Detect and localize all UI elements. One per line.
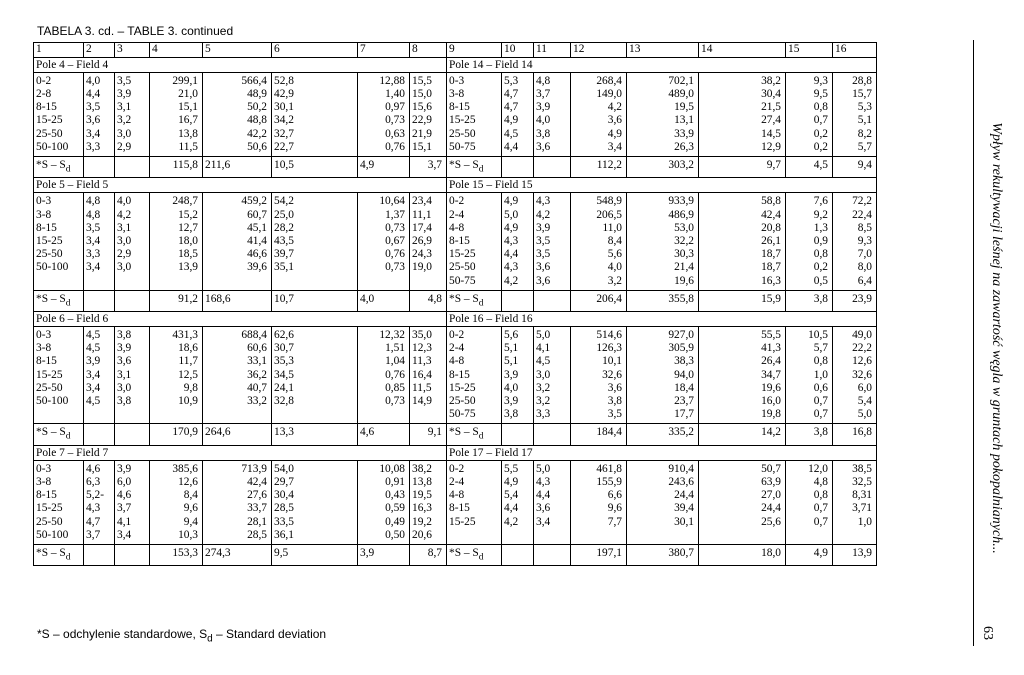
sd-value: 91,2 <box>150 290 203 311</box>
data-cell: 15,5 15,0 15,6 22,9 21,9 15,1 <box>410 72 447 156</box>
sd-row <box>34 544 877 565</box>
sd-value: 13,3 <box>272 424 358 445</box>
data-row <box>34 193 877 290</box>
sd-value: 8,7 <box>410 544 447 565</box>
section-row <box>34 445 877 460</box>
sd-value: 3,7 <box>410 157 447 178</box>
data-cell: 23,4 11,1 17,4 26,9 24,3 19,0 <box>410 193 447 290</box>
data-cell: 0-3 3-8 8-15 15-25 25-50 50-75 <box>447 72 502 156</box>
footnote-subscript: d <box>207 633 213 645</box>
sd-value: 4,0 <box>358 290 410 311</box>
sd-value: 14,2 <box>699 424 786 445</box>
sd-value: 10,7 <box>272 290 358 311</box>
sd-value <box>84 424 115 445</box>
column-header: 10 <box>502 43 534 58</box>
sd-label-subscript: d <box>478 298 484 308</box>
column-header: 12 <box>571 43 627 58</box>
data-cell: 248,7 15,2 12,7 18,0 18,5 13,9 <box>150 193 203 290</box>
data-cell: 4,8 4,8 3,5 3,4 3,3 3,4 <box>84 193 115 290</box>
sd-value <box>115 424 150 445</box>
data-row <box>34 460 877 544</box>
sd-label-text: *S – S <box>449 159 479 172</box>
data-cell: 55,5 41,3 26,4 34,7 19,6 16,0 19,8 <box>699 327 786 424</box>
sd-value: 16,8 <box>833 424 877 445</box>
data-cell: 10,5 5,7 0,8 1,0 0,6 0,7 0,7 <box>786 327 833 424</box>
data-cell: 28,8 15,7 5,3 5,1 8,2 5,7 <box>833 72 877 156</box>
sd-value <box>534 157 571 178</box>
sd-value: 153,3 <box>150 544 203 565</box>
sd-label-subscript: d <box>478 164 484 175</box>
sd-value <box>502 544 534 565</box>
data-cell: 9,3 9,5 0,8 0,7 0,2 0,2 <box>786 72 833 156</box>
data-cell: 0-2 2-4 4-8 8-15 15-25 <box>447 460 502 544</box>
column-header: 2 <box>84 43 115 58</box>
data-cell: 5,0 4,3 4,4 3,6 3,4 <box>534 460 571 544</box>
sd-label-subscript: d <box>65 552 71 563</box>
data-cell: 10,08 0,91 0,43 0,59 0,49 0,50 <box>358 460 410 544</box>
sd-label-subscript: d <box>65 431 71 442</box>
section-row <box>34 312 877 327</box>
data-cell: 431,3 18,6 11,7 12,5 9,8 10,9 <box>150 327 203 424</box>
data-cell: 702,1 489,0 19,5 13,1 33,9 26,3 <box>627 72 699 156</box>
sd-value <box>84 290 115 311</box>
sd-value: 335,2 <box>627 424 699 445</box>
sd-value <box>502 424 534 445</box>
field-title: Pole 4 – Field 4 <box>34 57 447 72</box>
data-cell: 54,0 29,7 30,4 28,5 33,5 36,1 <box>272 460 358 544</box>
data-cell: 385,6 12,6 8,4 9,6 9,4 10,3 <box>150 460 203 544</box>
column-header: 9 <box>447 43 502 58</box>
sd-value: 3,8 <box>786 290 833 311</box>
sd-label-text: *S – S <box>449 546 479 559</box>
sd-row <box>34 290 877 311</box>
data-cell: 0-2 2-4 4-8 8-15 15-25 25-50 50-75 <box>447 193 502 290</box>
sd-value: 170,9 <box>150 424 203 445</box>
sd-value: 3,9 <box>358 544 410 565</box>
data-cell: 38,2 13,8 19,5 16,3 19,2 20,6 <box>410 460 447 544</box>
sd-value: 9,5 <box>272 544 358 565</box>
sd-label-text: *S – S <box>36 292 66 305</box>
page-number: 63 <box>980 626 995 640</box>
sd-value: 9,7 <box>699 157 786 178</box>
column-header: 14 <box>699 43 786 58</box>
sd-label <box>34 290 84 311</box>
data-cell: 38,2 30,4 21,5 27,4 14,5 12,9 <box>699 72 786 156</box>
footnote <box>37 627 326 644</box>
data-cell: 548,9 206,5 11,0 8,4 5,6 4,0 3,2 <box>571 193 627 290</box>
data-row <box>34 72 877 156</box>
field-title: Pole 5 – Field 5 <box>34 178 447 193</box>
sd-value: 18,0 <box>699 544 786 565</box>
data-cell: 4,0 4,4 3,5 3,6 3,4 3,3 <box>84 72 115 156</box>
sd-value: 112,2 <box>571 157 627 178</box>
data-cell: 688,4 60,6 33,1 36,2 40,7 33,2 <box>203 327 272 424</box>
sd-value: 23,9 <box>833 290 877 311</box>
data-cell: 268,4 149,0 4,2 3,6 4,9 3,4 <box>571 72 627 156</box>
running-title <box>982 24 1010 652</box>
sd-value: 9,1 <box>410 424 447 445</box>
field-title: Pole 15 – Field 15 <box>447 178 877 193</box>
data-cell: 62,6 30,7 35,3 34,5 24,1 32,8 <box>272 327 358 424</box>
sd-value: 115,8 <box>150 157 203 178</box>
data-cell: 5,0 4,1 4,5 3,0 3,2 3,2 3,3 <box>534 327 571 424</box>
sd-label-text: *S – S <box>36 426 66 439</box>
sd-label <box>447 290 502 311</box>
data-cell: 72,2 22,4 8,5 9,3 7,0 8,0 6,4 <box>833 193 877 290</box>
data-cell: 4,8 3,7 3,9 4,0 3,8 3,6 <box>534 72 571 156</box>
sd-value <box>534 544 571 565</box>
data-cell: 12,32 1,51 1,04 0,76 0,85 0,73 <box>358 327 410 424</box>
sd-value <box>534 424 571 445</box>
running-title-text: Wpływ rekultywacji leśnej na zawartość węgla w gruntach pokopalnianych... <box>989 122 1004 554</box>
data-cell: 0-3 3-8 8-15 15-25 25-50 50-100 <box>34 460 84 544</box>
data-cell: 3,9 6,0 4,6 3,7 4,1 3,4 <box>115 460 150 544</box>
sd-value <box>502 157 534 178</box>
data-cell: 0-2 2-8 8-15 15-25 25-50 50-100 <box>34 72 84 156</box>
data-cell: 10,64 1,37 0,73 0,67 0,76 0,73 <box>358 193 410 290</box>
field-title: Pole 14 – Field 14 <box>447 57 877 72</box>
sd-label-text: *S – S <box>36 159 66 172</box>
footnote-tail: – Standard deviation <box>212 627 327 641</box>
column-header: 13 <box>627 43 699 58</box>
sd-value <box>502 290 534 311</box>
sd-label-subscript: d <box>478 431 484 442</box>
data-cell: 35,0 12,3 11,3 16,4 11,5 14,9 <box>410 327 447 424</box>
sd-label <box>447 424 502 445</box>
table-caption: TABELA 3. cd. – TABLE 3. continued <box>37 24 234 38</box>
data-cell: 3,8 3,9 3,6 3,1 3,0 3,8 <box>115 327 150 424</box>
column-header: 7 <box>358 43 410 58</box>
sd-value: 303,2 <box>627 157 699 178</box>
data-row <box>34 327 877 424</box>
sd-value: 15,9 <box>699 290 786 311</box>
sd-value: 13,9 <box>833 544 877 565</box>
data-cell: 12,88 1,40 0,97 0,73 0,63 0,76 <box>358 72 410 156</box>
data-cell: 12,0 4,8 0,8 0,7 0,7 <box>786 460 833 544</box>
sd-label-text: *S – S <box>449 292 479 305</box>
section-row <box>34 57 877 72</box>
sd-value: 355,8 <box>627 290 699 311</box>
data-cell: 5,6 5,1 5,1 3,9 4,0 3,9 3,8 <box>502 327 534 424</box>
column-header: 6 <box>272 43 358 58</box>
sd-value <box>115 290 150 311</box>
data-cell: 927,0 305,9 38,3 94,0 18,4 23,7 17,7 <box>627 327 699 424</box>
sd-label <box>34 424 84 445</box>
data-cell: 713,9 42,4 27,6 33,7 28,1 28,5 <box>203 460 272 544</box>
data-cell: 0-2 2-4 4-8 8-15 15-25 25-50 50-75 <box>447 327 502 424</box>
sd-label <box>447 157 502 178</box>
data-cell: 5,3 4,7 4,7 4,9 4,5 4,4 <box>502 72 534 156</box>
data-cell: 52,8 42,9 30,1 34,2 32,7 22,7 <box>272 72 358 156</box>
data-cell: 49,0 22,2 12,6 32,6 6,0 5,4 5,0 <box>833 327 877 424</box>
sd-row <box>34 424 877 445</box>
sd-value: 264,6 <box>203 424 272 445</box>
sd-label <box>34 544 84 565</box>
field-title: Pole 6 – Field 6 <box>34 312 447 327</box>
sd-label-text: *S – S <box>36 546 66 559</box>
data-cell: 933,9 486,9 53,0 32,2 30,3 21,4 19,6 <box>627 193 699 290</box>
data-cell: 4,6 6,3 5,2- 4,3 4,7 3,7 <box>84 460 115 544</box>
column-header: 5 <box>203 43 272 58</box>
data-cell: 4,9 5,0 4,9 4,3 4,4 4,3 4,2 <box>502 193 534 290</box>
data-cell: 4,0 4,2 3,1 3,0 2,9 3,0 <box>115 193 150 290</box>
data-cell: 4,5 4,5 3,9 3,4 3,4 4,5 <box>84 327 115 424</box>
data-cell: 38,5 32,5 8,31 3,71 1,0 <box>833 460 877 544</box>
data-cell: 459,2 60,7 45,1 41,4 46,6 39,6 <box>203 193 272 290</box>
sd-label-text: *S – S <box>449 426 479 439</box>
data-cell: 299,1 21,0 15,1 16,7 13,8 11,5 <box>150 72 203 156</box>
sd-value <box>115 544 150 565</box>
data-cell: 50,7 63,9 27,0 24,4 25,6 <box>699 460 786 544</box>
sd-row <box>34 157 877 178</box>
data-cell: 3,5 3,9 3,1 3,2 3,0 2,9 <box>115 72 150 156</box>
sd-value: 168,6 <box>203 290 272 311</box>
column-header: 15 <box>786 43 833 58</box>
data-cell: 461,8 155,9 6,6 9,6 7,7 <box>571 460 627 544</box>
margin-rule <box>973 40 974 646</box>
column-header: 11 <box>534 43 571 58</box>
column-header: 4 <box>150 43 203 58</box>
section-row <box>34 178 877 193</box>
sd-label-subscript: d <box>65 164 71 175</box>
sd-label <box>34 157 84 178</box>
sd-value: 274,3 <box>203 544 272 565</box>
header-row <box>34 43 877 58</box>
column-header: 3 <box>115 43 150 58</box>
data-table <box>33 42 877 566</box>
sd-value: 4,8 <box>410 290 447 311</box>
data-cell: 7,6 9,2 1,3 0,9 0,8 0,2 0,5 <box>786 193 833 290</box>
sd-value: 206,4 <box>571 290 627 311</box>
data-cell: 514,6 126,3 10,1 32,6 3,6 3,8 3,5 <box>571 327 627 424</box>
sd-value: 4,9 <box>786 544 833 565</box>
sd-value: 10,5 <box>272 157 358 178</box>
sd-value: 4,5 <box>786 157 833 178</box>
footnote-main: *S – odchylenie standardowe, S <box>37 627 208 641</box>
sd-value <box>534 290 571 311</box>
data-cell: 54,2 25,0 28,2 43,5 39,7 35,1 <box>272 193 358 290</box>
sd-value <box>84 157 115 178</box>
field-title: Pole 7 – Field 7 <box>34 445 447 460</box>
data-cell: 910,4 243,6 24,4 39,4 30,1 <box>627 460 699 544</box>
column-header: 1 <box>34 43 84 58</box>
field-title: Pole 17 – Field 17 <box>447 445 877 460</box>
sd-label <box>447 544 502 565</box>
sd-value: 9,4 <box>833 157 877 178</box>
sd-label-subscript: d <box>65 298 71 308</box>
field-title: Pole 16 – Field 16 <box>447 312 877 327</box>
data-cell: 566,4 48,9 50,2 48,8 42,2 50,6 <box>203 72 272 156</box>
data-cell: 58,8 42,4 20,8 26,1 18,7 18,7 16,3 <box>699 193 786 290</box>
sd-label-subscript: d <box>478 552 484 563</box>
data-cell: 5,5 4,9 5,4 4,4 4,2 <box>502 460 534 544</box>
sd-value: 380,7 <box>627 544 699 565</box>
sd-value <box>115 157 150 178</box>
sd-value: 4,9 <box>358 157 410 178</box>
data-cell: 4,3 4,2 3,9 3,5 3,5 3,6 3,6 <box>534 193 571 290</box>
sd-value: 184,4 <box>571 424 627 445</box>
sd-value <box>84 544 115 565</box>
sd-value: 4,6 <box>358 424 410 445</box>
sd-value: 211,6 <box>203 157 272 178</box>
sd-value: 3,8 <box>786 424 833 445</box>
column-header: 8 <box>410 43 447 58</box>
column-header: 16 <box>833 43 877 58</box>
data-cell: 0-3 3-8 8-15 15-25 25-50 50-100 <box>34 193 84 290</box>
data-cell: 0-3 3-8 8-15 15-25 25-50 50-100 <box>34 327 84 424</box>
sd-value: 197,1 <box>571 544 627 565</box>
